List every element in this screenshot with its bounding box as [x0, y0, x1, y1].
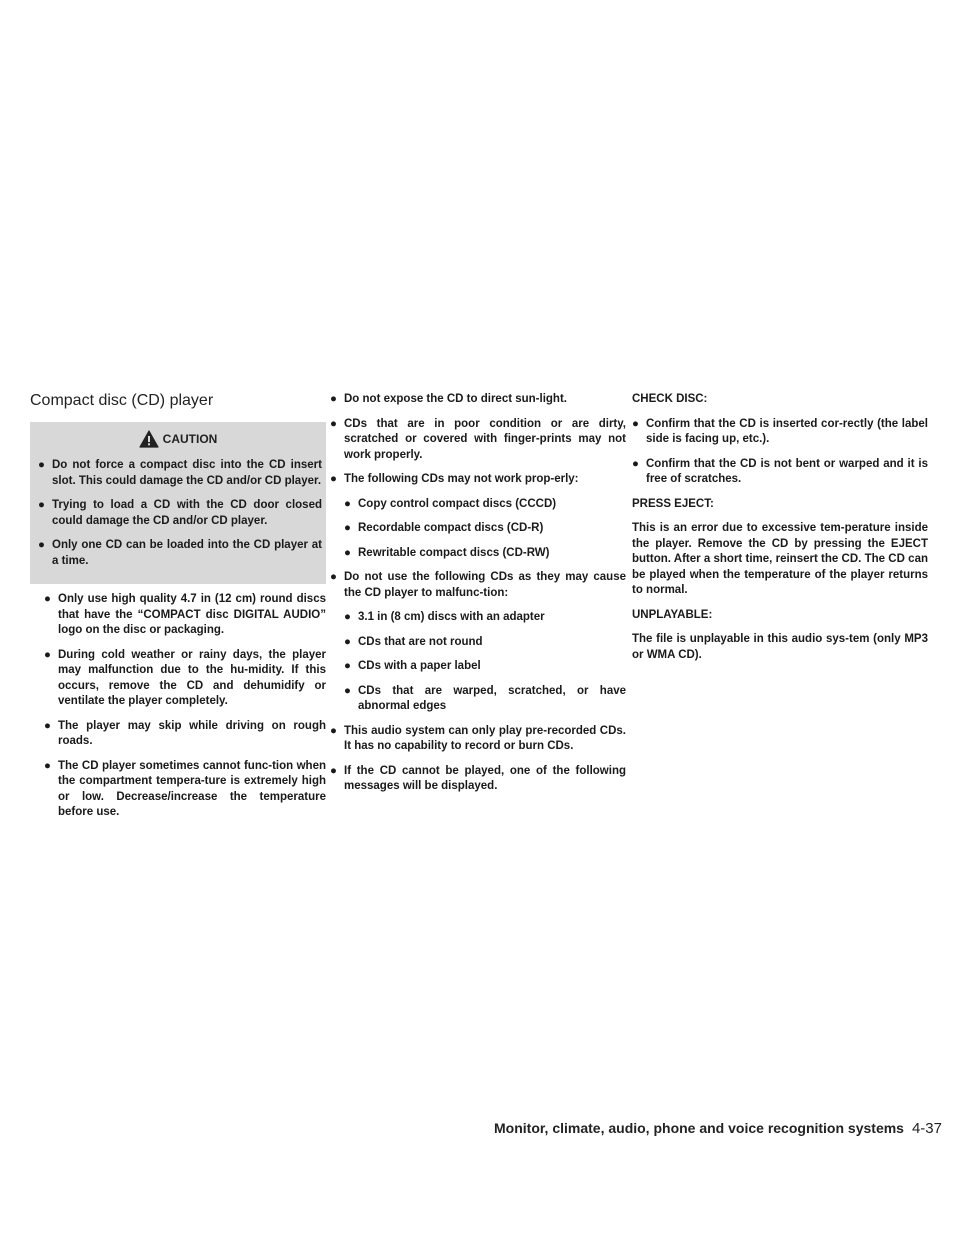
- list-item: [330, 472, 626, 488]
- list-item-text: This audio system can only play pre-recorded CDs. It has no capability to record or burn CDs.: [344, 724, 626, 752]
- list-item-text: The CD player sometimes cannot func-tion when the compartment tempera-ture is extremely high or low. Decrease/increase the temperature before use.: [58, 759, 326, 818]
- sub-list-item: [330, 521, 626, 537]
- bullet: ●: [330, 417, 337, 430]
- bullet: ●: [38, 499, 45, 511]
- list-item: [330, 417, 626, 464]
- caution-item-text: Only one CD can be loaded into the CD player at a time.: [52, 539, 322, 567]
- list-item: [330, 764, 626, 795]
- list-item-text: The following CDs may not work prop-erly:: [344, 473, 579, 485]
- caution-item: [30, 458, 326, 489]
- sub-list-item-text: Rewritable compact discs (CD-RW): [358, 546, 550, 559]
- press-eject-text: This is an error due to excessive tem-perature inside the player. Remove the CD by pressing the EJECT button. After a short time, reinsert the CD. The CD can be played when the temperature of the player returns to normal.: [632, 522, 928, 596]
- sub-list-item-text: Copy control compact discs (CCCD): [358, 497, 557, 510]
- list-item-text: CDs that are in poor condition or are dirty, scratched or covered with finger-prints may not work properly.: [344, 417, 626, 461]
- bullet: ●: [344, 684, 351, 697]
- list-item: [330, 570, 626, 601]
- list-item-text: Do not expose the CD to direct sun-light.: [344, 393, 567, 405]
- list-item: [632, 457, 928, 488]
- list-item-text: Only use high quality 4.7 in (12 cm) round discs that have the “COMPACT disc DIGITAL AUDIO” logo on the disc or packaging.: [58, 593, 326, 636]
- unplayable-heading: UNPLAYABLE:: [632, 608, 713, 621]
- list-item: [30, 648, 326, 710]
- bullet: ●: [344, 497, 351, 510]
- chapter-title: Monitor, climate, audio, phone and voice recognition systems: [494, 1120, 904, 1136]
- bullet: ●: [44, 648, 51, 661]
- section-title: Compact disc (CD) player: [30, 392, 214, 409]
- column-1: [30, 392, 326, 830]
- page-number: 4-37: [911, 1120, 942, 1137]
- bullet: ●: [344, 522, 351, 534]
- bullet: ●: [632, 457, 639, 470]
- bullet: ●: [330, 724, 337, 737]
- caution-item-text: Trying to load a CD with the CD door closed could damage the CD and/or CD player.: [52, 499, 322, 527]
- sub-list-item-text: CDs that are not round: [358, 635, 483, 648]
- press-eject-heading: PRESS EJECT:: [632, 497, 714, 510]
- column-3: [632, 392, 928, 672]
- bullet: ●: [44, 759, 51, 772]
- list-item: [30, 759, 326, 821]
- bullet: ●: [632, 417, 639, 430]
- list-item-text: Do not use the following CDs as they may cause the CD player to malfunc-tion:: [344, 571, 626, 599]
- bullet: ●: [344, 635, 351, 648]
- bullet: ●: [344, 546, 351, 559]
- sub-list-item: [330, 497, 626, 513]
- list-item-text: Confirm that the CD is not bent or warped and it is free of scratches.: [646, 457, 928, 485]
- bullet: ●: [330, 473, 337, 485]
- bullet: ●: [330, 764, 337, 777]
- list-item: [30, 592, 326, 639]
- sub-list-item-text: 3.1 in (8 cm) discs with an adapter: [358, 611, 545, 623]
- caution-header: [30, 430, 326, 448]
- bullet: ●: [344, 660, 351, 672]
- sub-list-item: [330, 635, 626, 651]
- check-disc-heading: CHECK DISC:: [632, 393, 708, 405]
- caution-item: [30, 538, 326, 569]
- caution-label: CAUTION: [162, 432, 218, 446]
- caution-item-text: Do not force a compact disc into the CD insert slot. This could damage the CD and/or CD player.: [52, 459, 322, 487]
- caution-box: [30, 422, 326, 584]
- list-item-text: Confirm that the CD is inserted cor-rectly (the label side is facing up, etc.).: [646, 417, 928, 445]
- list-item-text: During cold weather or rainy days, the player may malfunction due to the hu-midity. If this occurs, remove the CD and dehumidify or ventilate the player completely.: [58, 648, 326, 707]
- warning-triangle-icon: [139, 430, 159, 448]
- list-item: [632, 417, 928, 448]
- list-item-text: The player may skip while driving on rough roads.: [58, 719, 326, 747]
- sub-list-item-text: Recordable compact discs (CD-R): [358, 522, 544, 534]
- bullet: ●: [344, 611, 351, 623]
- list-item: [330, 392, 626, 408]
- bullet: ●: [44, 593, 51, 605]
- sub-list-item: [330, 684, 626, 715]
- bullet: ●: [38, 539, 45, 551]
- bullet: ●: [330, 571, 337, 583]
- bullet: ●: [330, 393, 337, 405]
- sub-list-item-text: CDs that are warped, scratched, or have abnormal edges: [358, 684, 626, 712]
- sub-list-item: [330, 659, 626, 675]
- unplayable-text: The file is unplayable in this audio sys-tem (only MP3 or WMA CD).: [632, 633, 928, 661]
- list-item: [30, 719, 326, 750]
- caution-item: [30, 498, 326, 529]
- list-item: [330, 724, 626, 755]
- page-footer: [422, 1120, 942, 1137]
- sub-list-item: [330, 546, 626, 562]
- column-2: [330, 392, 626, 804]
- sub-list-item: [330, 610, 626, 626]
- sub-list-item-text: CDs with a paper label: [358, 660, 481, 672]
- list-item-text: If the CD cannot be played, one of the following messages will be displayed.: [344, 764, 626, 792]
- bullet: ●: [44, 719, 51, 732]
- bullet: ●: [38, 459, 45, 471]
